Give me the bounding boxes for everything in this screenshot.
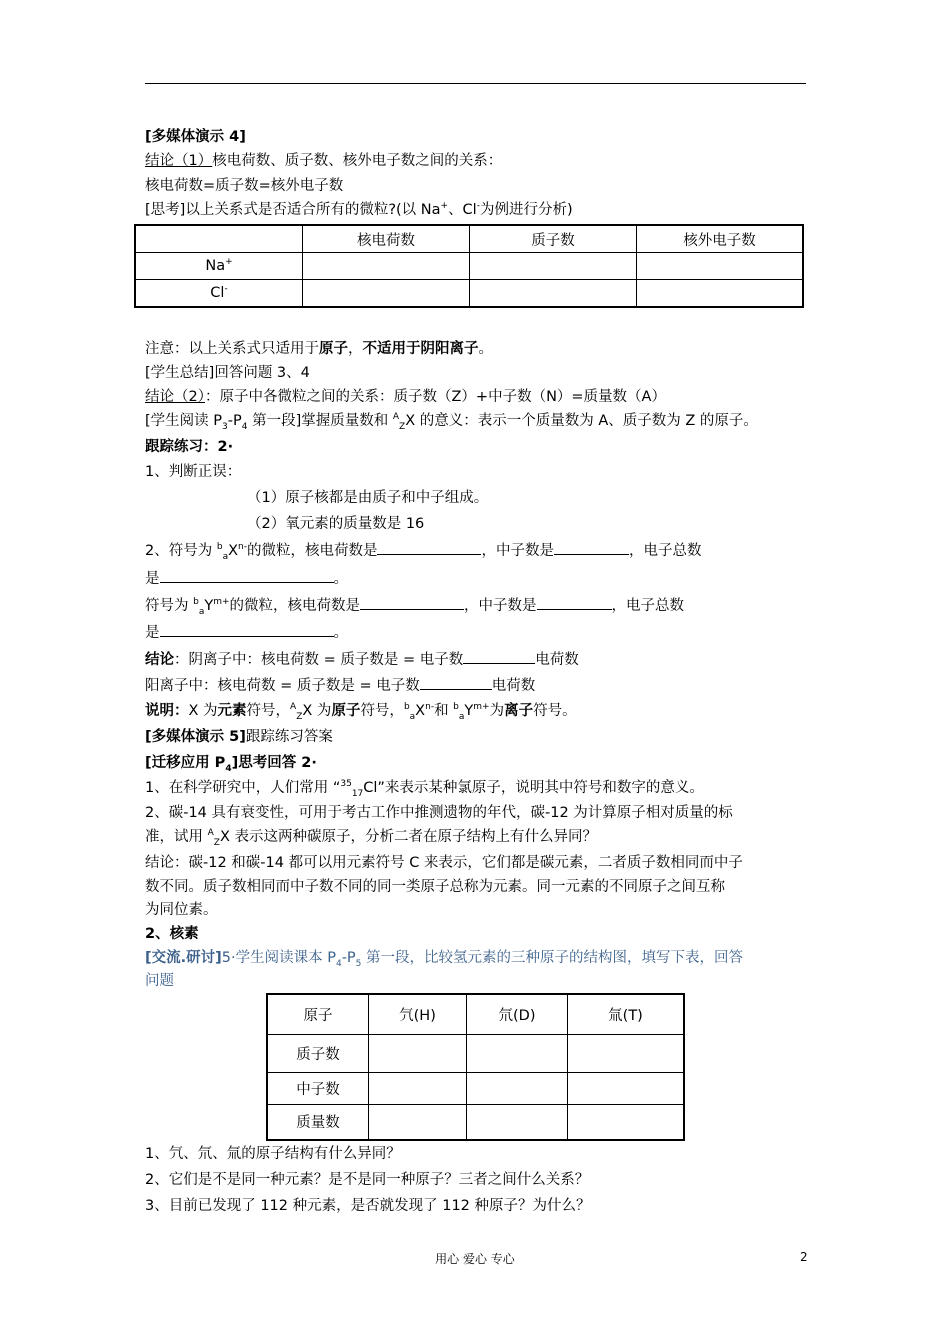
conclusion-2-label: 结论（2） — [145, 389, 205, 405]
blank-cell[interactable] — [369, 1034, 467, 1072]
practice-title: 跟踪练习：2· — [145, 439, 234, 455]
conclusion-anion: 结论：阴离子中：核电荷数 = 质子数是 = 电子数 电荷数 — [145, 649, 579, 670]
blank-cell[interactable] — [467, 1104, 568, 1140]
conclusion-cation: 阳离子中：核电荷数 = 质子数是 = 电子数 电荷数 — [145, 675, 535, 696]
footer-slogan: 用心 爱心 专心 — [435, 1252, 515, 1266]
transfer-q2-line1: 2、碳-14 具有衰变性，可用于考古工作中推测遗物的年代，碳-12 为计算原子相对质量的标 — [145, 805, 733, 821]
conclusion-3-line1: 结论：碳-12 和碳-14 都可以用元素符号 C 来表示，它们都是碳元素，二者质子数相同而中子 — [145, 855, 743, 871]
final-q2: 2、它们是不是同一种元素？是不是同一种原子？三者之间什么关系？ — [145, 1172, 590, 1188]
question-3-cont: 是 。 — [145, 622, 348, 643]
conclusion-2: 结论（2）：原子中各微粒之间的关系：质子数（Z）+中子数（N）=质量数（A） — [145, 389, 666, 405]
conclusion-1-label: 结论（1） — [145, 153, 213, 169]
question-2: 2、符号为 $^b_aX^{n-}$的微粒，核电荷数是 ，中子数是 ，电子总数 — [145, 540, 701, 561]
table-header-cell: 核电荷数 — [303, 225, 470, 253]
demo5-line: [多媒体演示 5]跟踪练习答案 — [145, 729, 333, 745]
transfer-q1: 1、在科学研究中，人们常用 “$^{35}_{17}$Cl”来表示某种氯原子，说明其中符号和数字的意义。 — [145, 779, 704, 799]
blank-cell[interactable] — [369, 1072, 467, 1104]
table-header-cell: 氚(T) — [568, 994, 685, 1034]
blank-field[interactable] — [537, 595, 612, 610]
ion-table — [134, 224, 804, 308]
blank-cell[interactable] — [303, 253, 470, 280]
question-1-1: （1）原子核都是由质子和中子组成。 — [247, 490, 489, 506]
discuss-line1: [交流.研讨]5·学生阅读课本 $P_4-P_5$ 第一段，比较氢元素的三种原子的结构图，填写下表，回答 — [145, 950, 744, 969]
row-label-na: Na+ — [135, 253, 303, 280]
blank-field[interactable] — [554, 540, 629, 555]
blank-field[interactable] — [160, 568, 334, 583]
equation-1: 核电荷数=质子数=核外电子数 — [145, 178, 344, 194]
hydrogen-isotope-table — [266, 993, 685, 1141]
question-1: 1、判断正误： — [145, 464, 242, 480]
note-line: 注意：以上关系式只适用于原子，不适用于阴阳离子。 — [145, 341, 493, 357]
table-row — [135, 253, 803, 280]
reading-line: [学生阅读 $P_3-P_4$ 第一段]掌握质量数和 $^A_Z$X 的意义：表示一个质量数为 A、质子数为 Z 的原子。 — [145, 412, 758, 432]
blank-cell[interactable] — [467, 1034, 568, 1072]
conclusion-1 — [145, 151, 502, 171]
think-suffix: 为例进行分析) — [479, 202, 573, 218]
blank-cell[interactable] — [568, 1104, 685, 1140]
table-row — [267, 994, 684, 1034]
row-label: 质量数 — [267, 1104, 369, 1140]
table-row — [135, 225, 803, 253]
section-nuclide: 2、核素 — [145, 926, 199, 942]
na-plus: + — [440, 201, 449, 212]
transfer-q2-line2: 准，试用 $^A_Z$X 表示这两种碳原子，分析二者在原子结构上有什么异同？ — [145, 828, 597, 848]
conclusion-1-text: 核电荷数、质子数、核外电子数之间的关系： — [212, 153, 503, 169]
blank-field[interactable] — [160, 622, 334, 637]
explanation-line: 说明：X 为元素符号，$^A_Z$X 为原子符号，$^b_aX^{n-}$和 $^b_aY^{m+}$为离子符号。 — [145, 702, 577, 722]
think-line — [145, 200, 573, 220]
cl-minus: - — [476, 201, 480, 212]
note-atom: 原子 — [319, 341, 348, 357]
table-row — [135, 280, 803, 308]
question-2-cont: 是 。 — [145, 568, 348, 589]
row-label: 中子数 — [267, 1072, 369, 1104]
table-row — [267, 1034, 684, 1072]
blank-cell[interactable] — [369, 1104, 467, 1140]
question-3: 符号为 $^b_aY^{m+}$的微粒，核电荷数是 ，中子数是 ，电子总数 — [145, 595, 684, 616]
table-header-cell: 氘(D) — [467, 994, 568, 1034]
conclusion-3-line3: 为同位素。 — [145, 902, 218, 918]
think-mid: 、Cl — [448, 202, 477, 218]
blank-field[interactable] — [420, 675, 492, 690]
transfer-line: [迁移应用 $P_4$]思考回答 2· — [145, 755, 317, 774]
blank-cell[interactable] — [470, 253, 637, 280]
think-prefix: [思考]以上关系式是否适合所有的微粒?(以 Na — [145, 202, 441, 218]
table-header-cell: 原子 — [267, 994, 369, 1034]
blank-cell[interactable] — [637, 280, 804, 308]
table-header-cell — [135, 225, 303, 253]
table-header-cell: 质子数 — [470, 225, 637, 253]
blank-cell[interactable] — [470, 280, 637, 308]
table-header-cell: 氕(H) — [369, 994, 467, 1034]
blank-cell[interactable] — [568, 1034, 685, 1072]
final-q3: 3、目前已发现了 112 种元素，是否就发现了 112 种原子？为什么？ — [145, 1198, 591, 1214]
row-label-cl: Cl- — [135, 280, 303, 308]
discuss-line2: 问题 — [145, 973, 174, 989]
question-1-2: （2）氧元素的质量数是 16 — [247, 516, 425, 532]
final-q1: 1、氕、氘、氚的原子结构有什么异同？ — [145, 1146, 401, 1162]
table-row — [267, 1104, 684, 1140]
blank-cell[interactable] — [568, 1072, 685, 1104]
student-summary: [学生总结]回答问题 3、4 — [145, 365, 310, 381]
table-header-cell: 核外电子数 — [637, 225, 804, 253]
conclusion-3-line2: 数不同。质子数相同而中子数不同的同一类原子总称为元素。同一元素的不同原子之间互称 — [145, 879, 725, 895]
blank-cell[interactable] — [303, 280, 470, 308]
blank-field[interactable] — [463, 649, 535, 664]
header-rule — [145, 83, 806, 84]
blank-field[interactable] — [377, 540, 481, 555]
heading-demo4: [多媒体演示 4] — [145, 129, 246, 145]
page-number: 2 — [800, 1250, 808, 1264]
blank-cell[interactable] — [467, 1072, 568, 1104]
blank-field[interactable] — [360, 595, 464, 610]
note-not-ions: 不适用于阴阳离子 — [362, 341, 479, 357]
row-label: 质子数 — [267, 1034, 369, 1072]
blank-cell[interactable] — [637, 253, 804, 280]
table-row — [267, 1072, 684, 1104]
